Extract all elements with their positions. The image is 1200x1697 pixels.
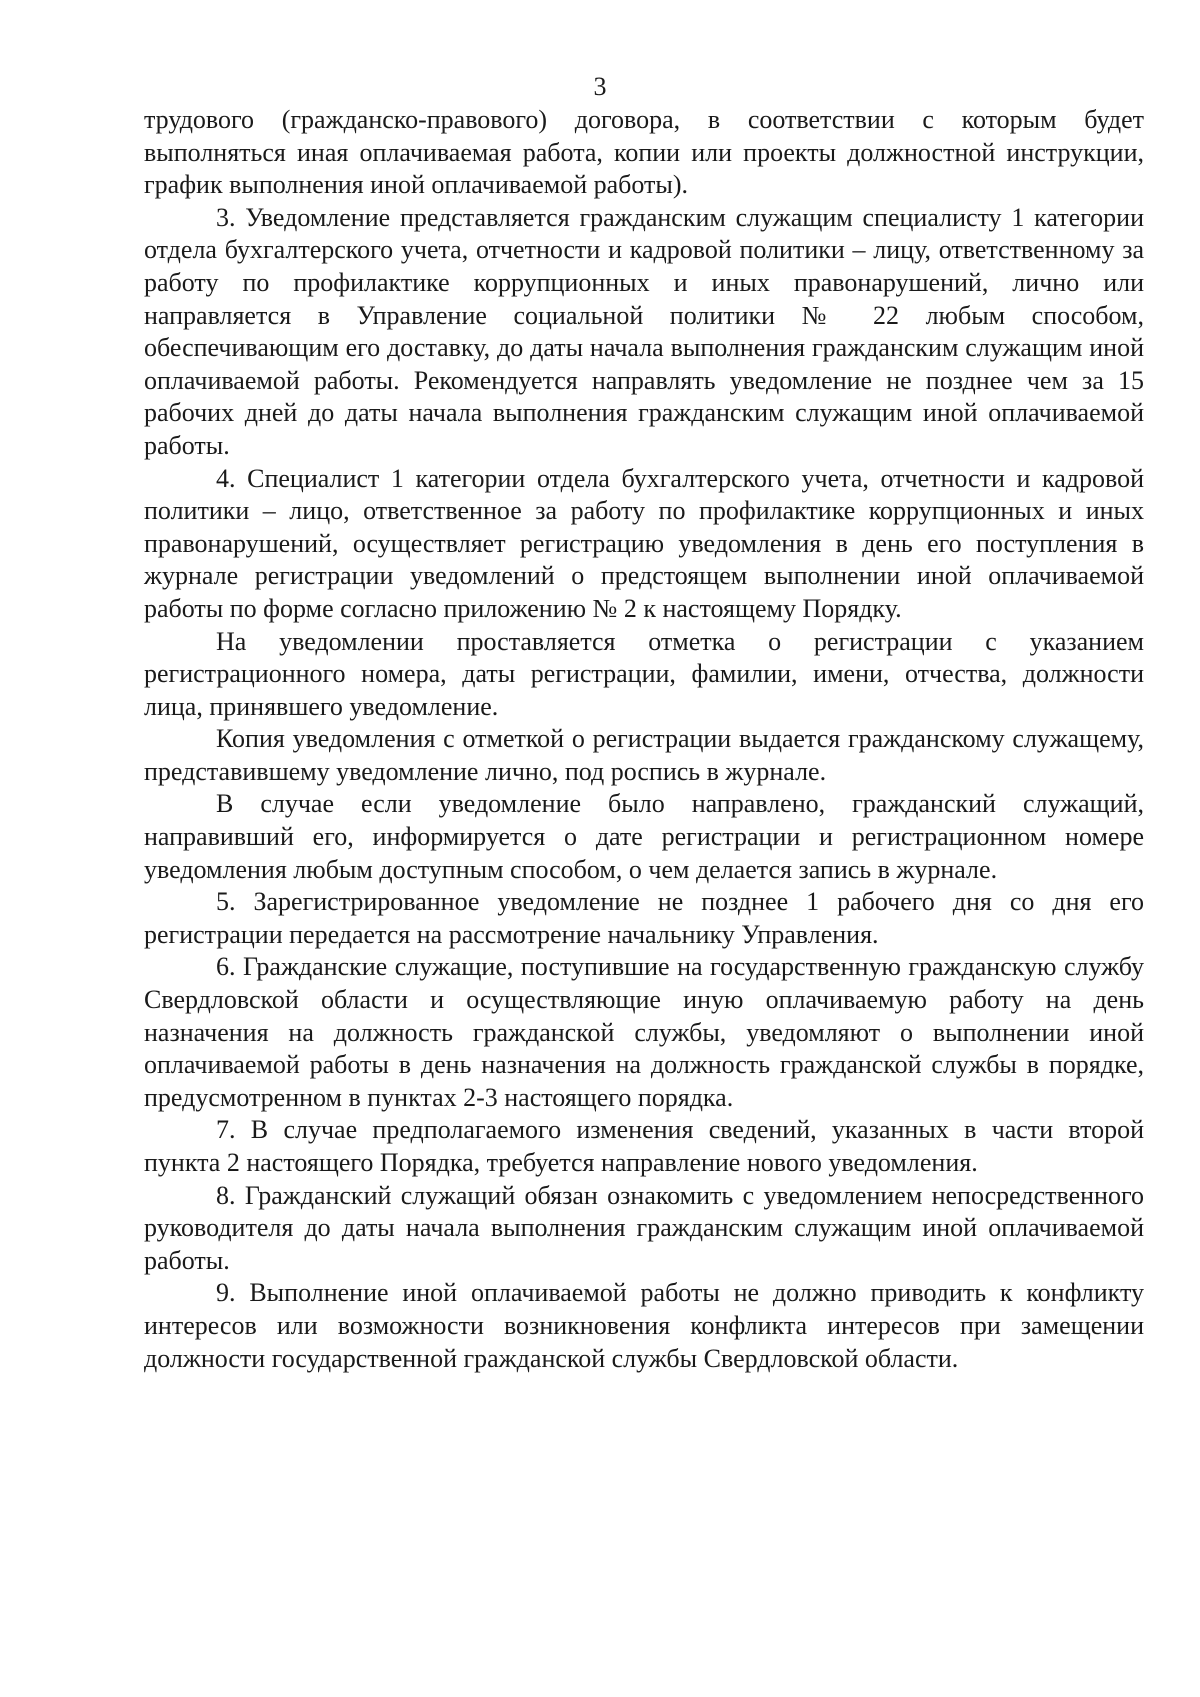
paragraph-registration-mark: На уведомлении проставляется отметка о регистрации с указанием регистрационного номера, даты регистрации, фамилии, имени, отчества, должности лица, принявшего уведомление. <box>144 626 1144 721</box>
document-body <box>144 104 1144 1375</box>
paragraph-copy-issued: Копия уведомления с отметкой о регистрации выдается гражданскому служащему, представившему уведомление лично, под роспись в журнале. <box>144 724 1144 786</box>
paragraph-item-6: 6. Гражданские служащие, поступившие на государственную гражданскую службу Свердловской области и осуществляющие иную оплачиваемую работу на день назначения на должность гражданской службы, уведомляют о выполнении иной оплачиваемой работы в день назначения на должность гражданской службы в порядке, предусмотренном в пунктах 2-3 настоящего порядка. <box>144 952 1144 1112</box>
paragraph-item-4: 4. Специалист 1 категории отдела бухгалтерского учета, отчетности и кадровой политики – лицо, ответственное за работу по профилактике коррупционных и иных правонарушений, осуществляет регистрацию уведомления в день его поступления в журнале регистрации уведомлений о предстоящем выполнении иной оплачиваемой работы по форме согласно приложению № 2 к настоящему Порядку. <box>144 463 1144 623</box>
paragraph-item-3: 3. Уведомление представляется гражданским служащим специалисту 1 категории отдела бухгалтерского учета, отчетности и кадровой политики – лицу, ответственному за работу по профилактике коррупционных и иных правонарушений, лично или направляется в Управление социальной политики № 22 любым способом, обеспечивающим его доставку, до даты начала выполнения гражданским служащим иной оплачиваемой работы. Рекомендуется направлять уведомление не позднее чем за 15 рабочих дней до даты начала выполнения гражданским служащим иной оплачиваемой работы. <box>144 202 1144 460</box>
paragraph-item-5: 5. Зарегистрированное уведомление не позднее 1 рабочего дня со дня его регистрации передается на рассмотрение начальнику Управления. <box>144 887 1144 949</box>
paragraph-sent-notification: В случае если уведомление было направлено, гражданский служащий, направивший его, информируется о дате регистрации и регистрационном номере уведомления любым доступным способом, о чем делается запись в журнале. <box>144 789 1144 884</box>
paragraph-continuation: трудового (гражданско-правового) договора, в соответствии с которым будет выполняться иная оплачиваемая работа, копии или проекты должностной инструкции, график выполнения иной оплачиваемой работы). <box>144 105 1144 200</box>
page-number: 3 <box>593 72 607 101</box>
paragraph-item-8: 8. Гражданский служащий обязан ознакомить с уведомлением непосредственного руководителя до даты начала выполнения гражданским служащим иной оплачиваемой работы. <box>144 1180 1144 1275</box>
paragraph-item-9: 9. Выполнение иной оплачиваемой работы не должно приводить к конфликту интересов или возможности возникновения конфликта интересов при замещении должности государственной гражданской службы Свердловской области. <box>144 1278 1144 1373</box>
paragraph-item-7: 7. В случае предполагаемого изменения сведений, указанных в части второй пункта 2 настоящего Порядка, требуется направление нового уведомления. <box>144 1115 1144 1177</box>
